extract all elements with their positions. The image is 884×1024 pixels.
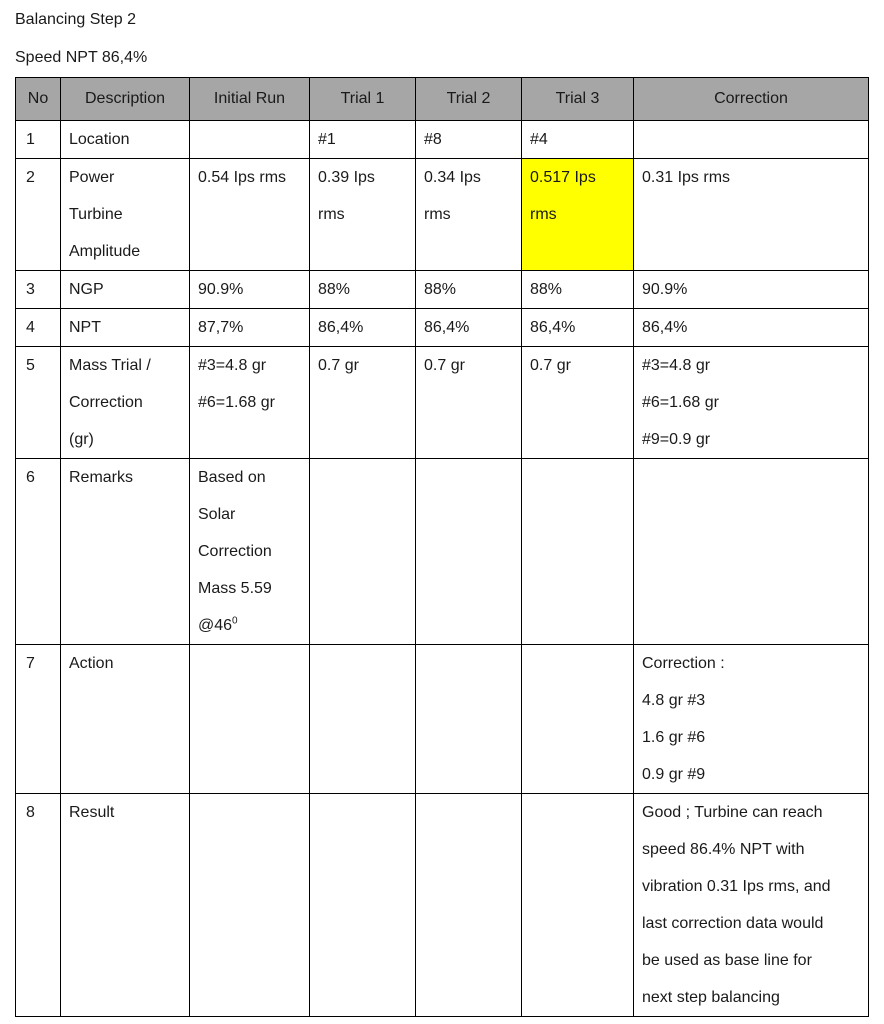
cell-line: 86,4% (642, 319, 688, 336)
cell-line: 86,4% (424, 319, 470, 336)
cell-line: 86,4% (530, 319, 576, 336)
cell-trial-2 (416, 271, 522, 309)
header-trial-2: Trial 2 (416, 78, 522, 121)
cell-line: (gr) (69, 431, 94, 448)
cell-line: 4.8 gr #3 (642, 692, 706, 709)
angle-superscript: 0 (232, 615, 238, 627)
cell-trial-1 (310, 794, 416, 1017)
cell-correction (634, 159, 869, 271)
cell-line: speed 86.4% NPT with (642, 841, 805, 858)
table-row (16, 309, 869, 347)
header-description: Description (61, 78, 190, 121)
cell-description (61, 347, 190, 459)
cell-no: 7 (16, 645, 61, 794)
cell-line: Based on (198, 469, 266, 486)
header-initial-run: Initial Run (190, 78, 310, 121)
cell-line: #3=4.8 gr (642, 357, 711, 374)
header-no: No (16, 78, 61, 121)
cell-line: Solar (198, 506, 236, 523)
table-row (16, 347, 869, 459)
cell-trial-2 (416, 794, 522, 1017)
cell-line: Action (69, 655, 114, 672)
cell-line: Remarks (69, 469, 134, 486)
cell-trial-2 (416, 121, 522, 159)
cell-no: 1 (16, 121, 61, 159)
cell-line: Correction (198, 543, 272, 560)
cell-initial-run (190, 271, 310, 309)
cell-description (61, 459, 190, 645)
cell-trial-2 (416, 347, 522, 459)
cell-description (61, 309, 190, 347)
cell-line: #8 (424, 131, 442, 148)
cell-line: 1.6 gr #6 (642, 729, 706, 746)
cell-trial-3 (522, 309, 634, 347)
cell-line: rms (530, 206, 557, 223)
cell-line: 0.7 gr (424, 357, 465, 374)
table-row (16, 459, 869, 645)
cell-line: Correction (69, 394, 143, 411)
cell-trial-2 (416, 459, 522, 645)
document-subtitle: Speed NPT 86,4% (15, 49, 148, 66)
cell-line: rms (318, 206, 345, 223)
cell-line: Amplitude (69, 243, 141, 260)
cell-line: 0.7 gr (318, 357, 359, 374)
header-trial-3: Trial 3 (522, 78, 634, 121)
cell-trial-2 (416, 645, 522, 794)
cell-line: 86,4% (318, 319, 364, 336)
cell-correction (634, 459, 869, 645)
cell-trial-3 (522, 347, 634, 459)
cell-description (61, 159, 190, 271)
header-correction: Correction (634, 78, 869, 121)
cell-line: NPT (69, 319, 101, 336)
cell-line: 0.31 Ips rms (642, 169, 731, 186)
cell-line: Mass 5.59 (198, 580, 272, 597)
angle-value: @46 (198, 617, 233, 634)
cell-description (61, 271, 190, 309)
cell-trial-1 (310, 271, 416, 309)
cell-trial-3 (522, 459, 634, 645)
cell-no: 3 (16, 271, 61, 309)
cell-initial-run (190, 159, 310, 271)
cell-correction (634, 271, 869, 309)
cell-trial-1 (310, 459, 416, 645)
cell-no: 5 (16, 347, 61, 459)
cell-line: 88% (318, 281, 351, 298)
cell-initial-run (190, 347, 310, 459)
cell-trial-3 (522, 645, 634, 794)
cell-trial-1 (310, 645, 416, 794)
cell-trial-1 (310, 159, 416, 271)
cell-line: #4 (530, 131, 548, 148)
cell-initial-run (190, 121, 310, 159)
cell-initial-run (190, 794, 310, 1017)
cell-line: #6=1.68 gr (198, 394, 275, 411)
cell-trial-2 (416, 159, 522, 271)
table-row (16, 794, 869, 1017)
cell-trial-3 (522, 794, 634, 1017)
cell-description (61, 645, 190, 794)
cell-line: 90.9% (198, 281, 244, 298)
cell-line (198, 607, 301, 644)
cell-correction (634, 645, 869, 794)
balancing-table (15, 77, 869, 1017)
cell-line: Result (69, 804, 115, 821)
cell-line: 0.7 gr (530, 357, 571, 374)
cell-trial-3 (522, 271, 634, 309)
cell-line: NGP (69, 281, 104, 298)
cell-line: 0.39 Ips (318, 169, 375, 186)
cell-line: #6=1.68 gr (642, 394, 719, 411)
cell-description (61, 794, 190, 1017)
cell-line: rms (424, 206, 451, 223)
cell-line: Location (69, 131, 130, 148)
cell-line: Turbine (69, 206, 123, 223)
cell-line: 0.9 gr #9 (642, 766, 706, 783)
document-title: Balancing Step 2 (15, 11, 136, 28)
cell-line: vibration 0.31 Ips rms, and (642, 878, 831, 895)
cell-initial-run (190, 309, 310, 347)
cell-no: 8 (16, 794, 61, 1017)
cell-line: Power (69, 169, 115, 186)
cell-line: next step balancing (642, 989, 780, 1006)
table-row (16, 121, 869, 159)
cell-line: 0.34 Ips (424, 169, 481, 186)
cell-trial-1 (310, 347, 416, 459)
cell-description (61, 121, 190, 159)
cell-correction (634, 309, 869, 347)
table-row (16, 271, 869, 309)
table-header-row (16, 78, 869, 121)
cell-no: 4 (16, 309, 61, 347)
cell-line: 88% (530, 281, 563, 298)
table-row (16, 159, 869, 271)
cell-trial-1 (310, 309, 416, 347)
cell-line: #3=4.8 gr (198, 357, 267, 374)
cell-line: Good ; Turbine can reach (642, 804, 823, 821)
cell-line: #1 (318, 131, 336, 148)
cell-line: last correction data would (642, 915, 824, 932)
cell-trial-3-highlighted (522, 159, 634, 271)
cell-initial-run (190, 645, 310, 794)
cell-trial-3 (522, 121, 634, 159)
cell-line: Mass Trial / (69, 357, 151, 374)
cell-correction (634, 121, 869, 159)
cell-line: 90.9% (642, 281, 688, 298)
cell-trial-2 (416, 309, 522, 347)
cell-line: #9=0.9 gr (642, 431, 711, 448)
cell-line: 88% (424, 281, 457, 298)
cell-trial-1 (310, 121, 416, 159)
table-row (16, 645, 869, 794)
cell-line: Correction : (642, 655, 725, 672)
cell-correction (634, 794, 869, 1017)
cell-line: 0.517 Ips (530, 169, 596, 186)
cell-no: 2 (16, 159, 61, 271)
cell-line: be used as base line for (642, 952, 812, 969)
cell-no: 6 (16, 459, 61, 645)
header-trial-1: Trial 1 (310, 78, 416, 121)
cell-line: 87,7% (198, 319, 244, 336)
cell-initial-run (190, 459, 310, 645)
cell-correction (634, 347, 869, 459)
cell-line: 0.54 Ips rms (198, 169, 287, 186)
